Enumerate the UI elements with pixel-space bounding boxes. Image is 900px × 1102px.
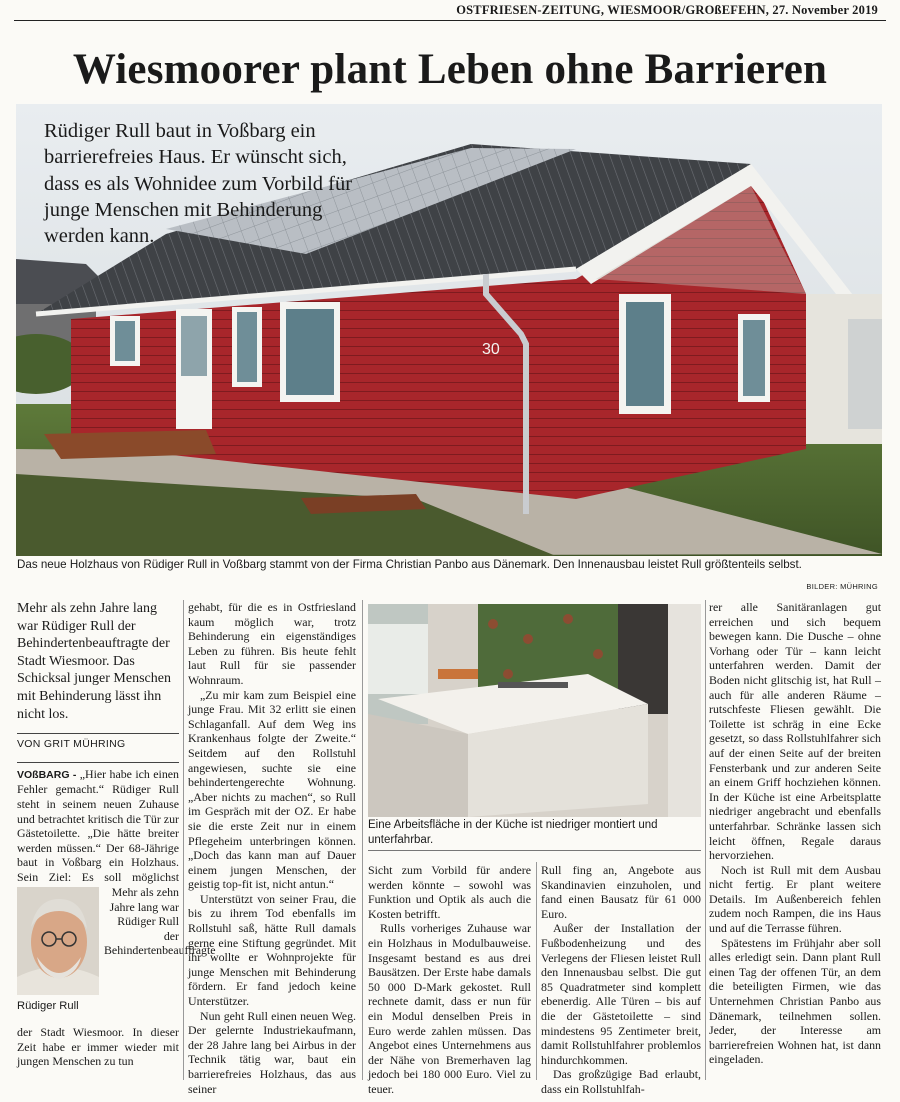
lead-text: „Hier habe ich einen Fehler gemacht.“ Rüdiger Rull steht in seinem neuen Zuhause und betrachtet kritisch die Tür zur Gästetoilette. „Die hätte breiter werden müssen.“ Der 68-Jährige baut in Voßbarg ein Holzhaus. Sein Ziel: Es soll möglichst (17, 766, 179, 884)
col2-paragraph: Nun geht Rull einen neuen Weg. Der gelernte Industriekaufmann, der 28 Jahre lang bei Airbus in der Technik tätig war, baut ein barrierefreies Holzhaus, das aus seiner (188, 1008, 356, 1096)
kitchen-caption: Eine Arbeitsfläche in der Küche ist niedriger montiert und unterfahrbar. (368, 819, 658, 846)
col4-paragraph: Das großzügige Bad erlaubt, dass ein Rollstuhlfah- (541, 1067, 701, 1096)
col4-paragraph: Außer der Installation der Fußbodenheizung und des Verlegens der Fliesen leistet Rull den Innenausbau selbst. Die gut 85 Quadratmeter sind komplett ebenerdig. Alle Türen – bis auf die der Gästetoilette – sind mindestens 95 Zentimeter breit, damit Rollstuhlfahrer problemlos hindurchkommen. (541, 921, 701, 1067)
masthead: OSTFRIESEN-ZEITUNG, WIESMOOR/GROßEFEHN, 27. November 2019 (456, 3, 878, 17)
column-1-end: der Stadt Wiesmoor. In dieser Zeit habe er immer wieder mit jungen Menschen zu tun (17, 1025, 179, 1069)
photo-caption: Das neue Holzhaus von Rüdiger Rull in Voßbarg stammt von der Firma Christian Panbo aus Dänemark. Den Innenausbau leistet Rull größtenteils selbst. (17, 558, 802, 571)
col5-paragraph: rer alle Sanitäranlagen gut erreichen und sich bequem bewegen kann. Die Dusche – ohne Vorhang oder Tür – kann leicht unterfahren werden. Damit der Boden nicht glitschig ist, hat Rull – auch für alle anderen Räume – rutschfeste Fliesen gewählt. Die Toilette ist schräg in eine Ecke gesetzt, so dass Rollstuhlfahrer sich auf der einen Seite auf der breiten Fensterbank und zur anderen Seite an einem Griff hochziehen können. In der Küche ist eine Arbeitsplatte niedriger angebracht und ebenfalls unterfahrbar. Schränke lassen sich leicht öffnen, Regale daraus hervorziehen. (709, 600, 881, 863)
author-rule (17, 733, 179, 734)
column-rule (536, 862, 537, 1080)
col2-paragraph: gehabt, für die es in Ostfriesland kaum möglich war, trotz Behinderung ein eigenständiges Leben zu führen. Bis heute fehlt laut Rull für sie passender Wohnraum. (188, 600, 356, 687)
kitchen-photo (368, 604, 701, 817)
column-rule (183, 600, 184, 1080)
top-rule (14, 20, 886, 21)
column-4 (541, 863, 701, 1097)
portrait-photo (17, 887, 99, 995)
col2-paragraph: Unterstützt von seiner Frau, die bis zu ihrem Tod ebenfalls im Rollstuhl saß, hätte Rull damals gerne eine Stiftung gegründet. Mit ihr wollte er Wohnprojekte für junge Menschen mit Behinderung fördern. Er fand jedoch keine Unterstützer. (188, 891, 356, 1009)
column-5 (709, 600, 881, 1067)
headline: Wiesmoorer plant Leben ohne Barrieren (72, 46, 828, 93)
column-1 (17, 600, 179, 899)
portrait-caption: Rüdiger Rull (17, 1000, 79, 1012)
column-2 (188, 600, 356, 1096)
author-byline: VON GRIT MÜHRING (17, 738, 126, 751)
col5-paragraph: Noch ist Rull mit dem Ausbau nicht fertig. Er plant weitere Details. Im Außenbereich fehlen zudem noch Rampen, die ins Haus und auf die Terrasse führen. (709, 862, 881, 936)
photo-credit: BILDER: MÜHRING (806, 582, 878, 591)
col4-paragraph: Rull fing an, Angebote aus Skandinavien einzuholen, und fand einen Bausatz für 61 000 Euro. (541, 863, 701, 921)
col5-paragraph: Spätestens im Frühjahr aber soll alles erledigt sein. Dann plant Rull einen Tag der offenen Tür, an dem die beteiligten Firmen, wie das Unternehmen Christian Panbo aus Dänemark, teilnehmen sollen. Jeder, der Interesse am barrierefreien Wohnen hat, ist dann eingeladen. (709, 935, 881, 1067)
col2-paragraph: „Zu mir kam zum Beispiel eine junge Frau. Mit 32 erlitt sie einen Schlaganfall. Auf dem Weg ins Krankenhaus folgte der Zweite.“ Seitdem auf den Rollstuhl angewiesen, suchte sie eine behindertengerechte Wohnung. „Aber nichts zu machen“, so Rull im Gespräch mit der OZ. Er habe sie die erste Zeit nur in einem Pflegeheim unterbringen können. „Doch das kann man auf Dauer einem jungen Menschen, der geistig top-fit ist, nicht antun.“ (188, 687, 356, 892)
subhead: Rüdiger Rull baut in Voßbarg ein barrierefreies Haus. Er wünscht sich, dass es als Wohnidee zum Vorbild für junge Menschen mit Behinderung werden kann. (44, 120, 353, 248)
col3-paragraph: Rulls vorheriges Zuhause war ein Holzhaus in Modulbauweise. Insgesamt bestand es aus drei Bausätzen. Der Erste habe damals 50 000 D-Mark gekostet. Rull rechnete damit, dass er nun für ein Modul denselben Preis in Euro werde zahlen müssen. Das Angebot eines Unternehmens aus der Nähe von Bremerhaven lag jedoch bei 180 000 Euro. Viel zu teuer. (368, 921, 531, 1096)
column-3 (368, 863, 531, 1097)
text-beside-portrait: Mehr als zehn Jahre lang war Rüdiger Rull der Behindertenbeauftragte (104, 885, 216, 958)
column-rule (362, 600, 363, 1080)
author-rule-bottom (17, 762, 179, 763)
column-rule (705, 600, 706, 1080)
lead-paragraph (17, 767, 179, 899)
col3-paragraph: Sicht zum Vorbild für andere werden könnte – sowohl was Funktion und Optik als auch die Kosten betrifft. (368, 863, 531, 921)
kitchen-caption-rule (368, 850, 701, 851)
house-number: 30 (482, 341, 500, 358)
dateline: VOßBARG - (17, 768, 77, 781)
intro-text: Mehr als zehn Jahre lang war Rüdiger Rull der Behindertenbeauftragte der Stadt Wiesmoor. Das Schicksal junger Menschen mit Behinderung lässt ihn nicht los. (17, 601, 171, 722)
